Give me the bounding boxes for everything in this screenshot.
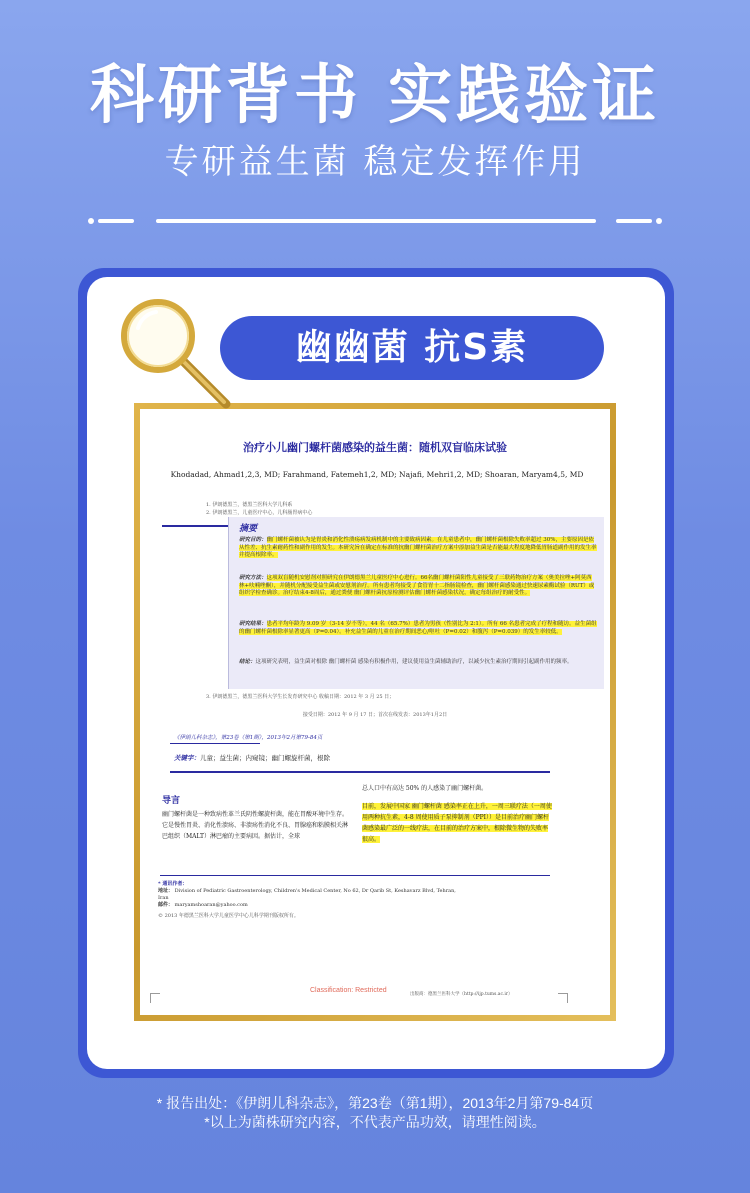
abstract-conclusion-label: 结论： bbox=[239, 659, 256, 665]
abstract-results-text: 患者平均年龄为 9.09 岁（3-14 岁不等），44 名（65.7%）患者为男孩（性别比为 2:1）。所有 66 名患者完成了疗程和随访。益生菌组的幽门螺杆菌根除率显著更高（P=0.04）。补充益生菌的儿童在治疗期间恶心/呕吐（P=0.02）和腹泻（P=0.039）的发生率较低。 bbox=[239, 621, 597, 635]
abstract-conclusion bbox=[239, 659, 597, 667]
headline: 科研背书 实践验证 bbox=[89, 59, 661, 133]
abstract-methods-text: 这项双盲随机安慰剂对照研究在伊朗德黑兰儿童医疗中心进行。66名幽门螺杆菌阳性儿童接受了三联药物治疗方案（奥美拉唑+阿莫西林+呋喃唑酮），并随机分配接受益生菌或安慰剂治疗。所有患者均接受了食管胃十二指肠镜检查，幽门螺杆菌感染通过快速尿素酶试验（RUT）或组织学检查确诊。治疗结束4-8周后，通过粪便 幽门螺杆菌抗原检测评估幽门螺杆菌感染状况，确定每组治疗的耐受性。 bbox=[239, 575, 595, 596]
intro-right-line-1: 总人口中有高达 50% 的人感染了幽门螺杆菌。 bbox=[362, 785, 488, 792]
paper-keywords-label: 关键字： bbox=[174, 754, 200, 762]
paper-website: 出版商：德黑兰医科大学（http://ijp.tums.ac.ir） bbox=[410, 992, 513, 997]
abstract-results bbox=[239, 621, 597, 636]
paper-rule-footer bbox=[160, 875, 550, 876]
classification-label: Classification: Restricted bbox=[310, 987, 387, 994]
abstract-objective-text: 幽门螺杆菌被认为是胃炎和消化性溃疡病发病机制中的主要致病因素。在儿童患者中，幽门螺杆菌根除失败率超过 30%，主要原因是依从性差、抗生素耐药性和副作用的发生。本研究旨在确定在标准的抗幽门螺杆菌治疗方案中添加益生菌是否能最大程度地降低胃肠道副作用的发生率并提高根除率。 bbox=[239, 537, 597, 558]
paper-dates: 接受日期：2012 年 9 月 17 日；首次在线发表：2013年1月2日 bbox=[302, 712, 448, 718]
abstract-results-label: 研究结果： bbox=[239, 621, 267, 627]
paper-authors: Khodadad, Ahmad1,2,3, MD; Farahmand, Fatemeh1,2, MD; Najafi, Mehri1,2, MD; Shoaran, Maryam4,5, MD bbox=[170, 470, 584, 479]
decor-line-left-short bbox=[98, 219, 134, 223]
paper-rule-journal bbox=[170, 743, 260, 744]
product-pill: 幽幽菌 抗S素 bbox=[220, 316, 604, 380]
intro-right-column bbox=[362, 801, 552, 845]
paper-gold-frame bbox=[134, 403, 616, 1021]
paper-rule-keywords bbox=[170, 771, 550, 773]
decor-line-right-short bbox=[616, 219, 652, 223]
abstract-methods-label: 研究方法： bbox=[239, 575, 267, 581]
paper-journal: 《伊朗儿科杂志》，第23卷（第1期），2013年2月第79-84页 bbox=[174, 735, 323, 741]
abstract-objective-label: 研究目的： bbox=[239, 537, 267, 543]
decor-line-center bbox=[156, 219, 596, 223]
paper-keywords bbox=[174, 753, 330, 762]
footnote-disclaimer: *以上为菌株研究内容，不代表产品功效，请理性阅读。 bbox=[204, 1114, 546, 1130]
subheadline: 专研益生菌 稳定发挥作用 bbox=[164, 142, 586, 182]
decor-dot-left-1 bbox=[88, 218, 94, 224]
abstract-objective bbox=[239, 537, 597, 560]
paper-rule-left bbox=[162, 525, 232, 527]
abstract-conclusion-text: 这项研究表明，益生菌对根除 幽门螺杆菌 感染有积极作用，建议使用益生菌辅助治疗，以减少抗生素治疗期间引起副作用的频率。 bbox=[255, 659, 573, 665]
corr-label: * 通讯作者： bbox=[158, 881, 188, 887]
abstract-heading: 摘要 bbox=[239, 524, 258, 534]
paper-document bbox=[140, 409, 610, 1015]
footnote-source: * 报告出处：《伊朗儿科杂志》，第23卷（第1期），2013年2月第79-84页 bbox=[156, 1095, 594, 1111]
decor-dot-right-1 bbox=[656, 218, 662, 224]
corr-email: maryamshoaran@yahoo.com bbox=[174, 902, 248, 908]
corner-mark-right bbox=[558, 993, 568, 1003]
correspondence bbox=[158, 881, 458, 909]
paper-affiliation-2: 2. 伊朗德黑兰，儿童医疗中心，儿科肠胃病中心 bbox=[206, 510, 313, 516]
corr-address-label: 地址： bbox=[158, 888, 174, 894]
corner-mark-left bbox=[150, 993, 160, 1003]
intro-left-column: 幽门螺杆菌是一种致病性革兰氏阴性螺旋杆菌，能在胃酸环境中生存。它是慢性胃炎、消化性溃疡、非溃疡性消化不良、胃腺癌和粘膜相关淋巴组织（MALT）淋巴瘤的主要病因。据估计，全球 bbox=[162, 811, 349, 840]
corr-address: Division of Pediatric Gastroenterology, Children's Medical Center, No 62, Dr Qarib St, Keshavarz Blvd, Tehran, Iran bbox=[158, 888, 456, 901]
magnifying-glass-icon bbox=[118, 296, 238, 416]
paper-copyright: © 2013 年德黑兰医科大学儿童医学中心儿科学期刊版权所有。 bbox=[158, 913, 299, 919]
corr-email-label: 邮件： bbox=[158, 902, 174, 908]
abstract-box bbox=[228, 517, 604, 689]
paper-title: 治疗小儿幽门螺杆菌感染的益生菌：随机双盲临床试验 bbox=[243, 441, 507, 454]
intro-right-text: 目前，发展中国家 幽门螺杆菌 感染率正在上升，一周三联疗法（一周使用两种抗生素，4-8 周使用质子泵抑制剂（PPI））是目前治疗幽门螺杆菌感染最广泛的一线疗法，在目前的治疗方案中，根除微生物的失败率很高。 bbox=[362, 803, 552, 843]
intro-heading: 导言 bbox=[162, 796, 181, 806]
paper-note-3: 3. 伊朗德黑兰，德黑兰医科大学生长发育研究中心 收稿日期：2012 年 3 月 25 日； bbox=[206, 694, 395, 700]
paper-keywords-text: 儿童；益生菌；内窥镜；幽门螺旋杆菌，根除 bbox=[200, 754, 330, 762]
abstract-methods bbox=[239, 575, 597, 598]
paper-affiliation-1: 1. 伊朗德黑兰，德黑兰医科大学儿科系 bbox=[206, 502, 293, 508]
